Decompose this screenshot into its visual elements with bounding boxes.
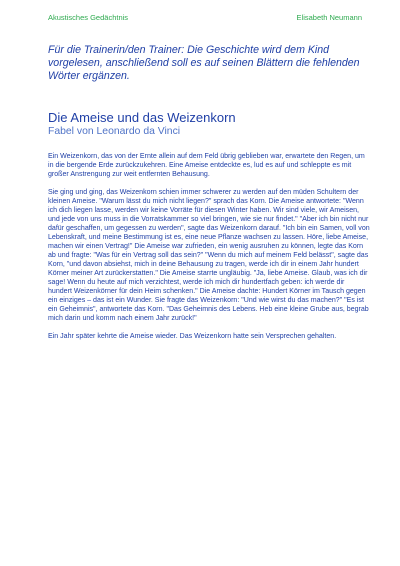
story-title: Die Ameise und das Weizenkorn <box>48 110 236 125</box>
trainer-instruction: Für die Trainerin/den Trainer: Die Geschichte wird dem Kind vorgelesen, anschließend soll es auf seinen Blättern die fehlenden Wörter ergänzen. <box>48 44 360 82</box>
header-left-label: Akustisches Gedächtnis <box>48 13 129 22</box>
story-body <box>48 152 370 350</box>
header-author-label: Elisabeth Neumann <box>296 13 362 22</box>
story-paragraph-1: Ein Weizenkorn, das von der Ernte allein auf dem Feld übrig geblieben war, erwartete den Regen, um in die bergende Erde zurückzukehren. Eine Ameise entdeckte es, lud es auf und schleppte es mit großer Anstrengung zur weit entfernten Behausung. <box>48 153 365 178</box>
story-paragraph-3: Ein Jahr später kehrte die Ameise wieder. Das Weizenkorn hatte sein Versprechen gehalten. <box>48 333 337 340</box>
story-paragraph-2: Sie ging und ging, das Weizenkorn schien immer schwerer zu werden auf den müden Schultern der kleinen Ameise. "Warum lässt du mich nicht liegen?" sprach das Korn. Die Ameise antwortete: "Wenn ich dich liegen lasse, werden wir keine Vorräte für diesen Winter haben. Wir sind viele, wir Ameisen, und jede von uns muss in die Vorratskammer so viel bringen, wie sie nur findet." "Aber ich bin nicht nur dafür geschaffen, um gegessen zu werden", sagte das Weizenkorn darauf. "Ich bin ein Samen, voll von Lebenskraft, und meine Bestimmung ist es, eine neue Pflanze wachsen zu lassen. Höre, liebe Ameise, machen wir einen Vertrag!" Die Ameise war zufrieden, ein wenig ausruhen zu können, legte das Korn ab und fragte: "Was für ein Vertrag soll das sein?" "Wenn du mich auf meinem Feld belässt", sagte das Korn, "und davon absiehst, mich in deine Behausung zu tragen, werde ich dir in einem Jahr hundert Körner meiner Art zurückerstatten." Die Ameise starrte ungläubig. "Ja, liebe Ameise. Glaub, was ich dir sage! Wenn du heute auf mich verzichtest, werde ich mich dir hundertfach geben: ich werde dir hundert Weizenkörner für dein Heim schenken." Die Ameise dachte: Hundert Körner im Tausch gegen ein einziges – das ist ein Wunder. Sie fragte das Weizenkorn: "Und wie wirst du das machen?" "Es ist ein Geheimnis", antwortete das Korn. "Das Geheimnis des Lebens. Heb eine kleine Grube aus, begrab mich darin und komm nach einem Jahr zurück!" <box>48 189 370 322</box>
story-subtitle: Fabel von Leonardo da Vinci <box>48 126 181 137</box>
